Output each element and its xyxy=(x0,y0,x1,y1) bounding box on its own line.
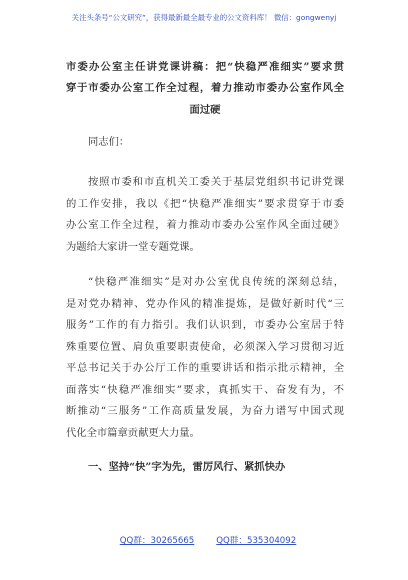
title-line: 市委办公室主任讲党课讲稿：把“快稳严准细实”要求贯 xyxy=(66,60,344,73)
section-heading: 一、坚持“快”字为先，雷厉风行、紧抓快办 xyxy=(88,461,286,474)
footer xyxy=(0,533,408,549)
paragraph-line: 为题给大家讲一堂专题党课。 xyxy=(66,240,200,253)
paragraph-line: 按照市委和市直机关工委关于基层党组织书记讲党课 xyxy=(88,176,344,189)
paragraph-line: 殊重要位置、肩负重要职责使命，必须深入学习贯彻习近 xyxy=(66,340,344,353)
paragraph-line: 代化全市篇章贡献更大力量。 xyxy=(66,426,200,439)
paragraph xyxy=(66,272,344,444)
title-line: 穿于市委办公室工作全过程，着力推动市委办公室作风全 xyxy=(66,82,344,94)
paragraph-line: 面落实“快稳严准细实”要求，真抓实干、奋发有为，不 xyxy=(66,383,344,396)
title-line: 面过硬 xyxy=(189,103,221,116)
paragraph-line: 服务”工作的有力指引。我们认识到，市委办公室居于特 xyxy=(66,319,344,332)
doc-title xyxy=(66,57,344,122)
paragraph-line: 是对党办精神、党办作风的精准提炼，是做好新时代“三 xyxy=(66,297,344,310)
footer-link-qq-group[interactable]: QQ群：30265665 xyxy=(119,536,195,546)
paragraph-line: “快稳严准细实”是对办公室优良传统的深刻总结， xyxy=(88,276,344,289)
paragraph-line: 平总书记关于办公厅工作的重要讲话和指示批示精神，全 xyxy=(66,362,344,375)
salutation: 同志们： xyxy=(88,136,130,149)
paragraph xyxy=(66,172,344,258)
footer-link-qq-group[interactable]: QQ群：535304092 xyxy=(216,536,297,546)
paragraph-line: 断推动“三服务”工作高质量发展，为奋力谱写中国式现 xyxy=(66,405,344,418)
header-promo: 关注头条号“公文研究”，获得最新最全最专业的公文资料库！ 微信：gongwenyj xyxy=(71,13,337,22)
paragraph-line: 的工作安排，我以《把“快稳严准细实”要求贯穿于市委 xyxy=(66,197,344,210)
paragraph-line: 办公室工作全过程，着力推动市委办公室作风全面过硬》 xyxy=(66,219,344,232)
